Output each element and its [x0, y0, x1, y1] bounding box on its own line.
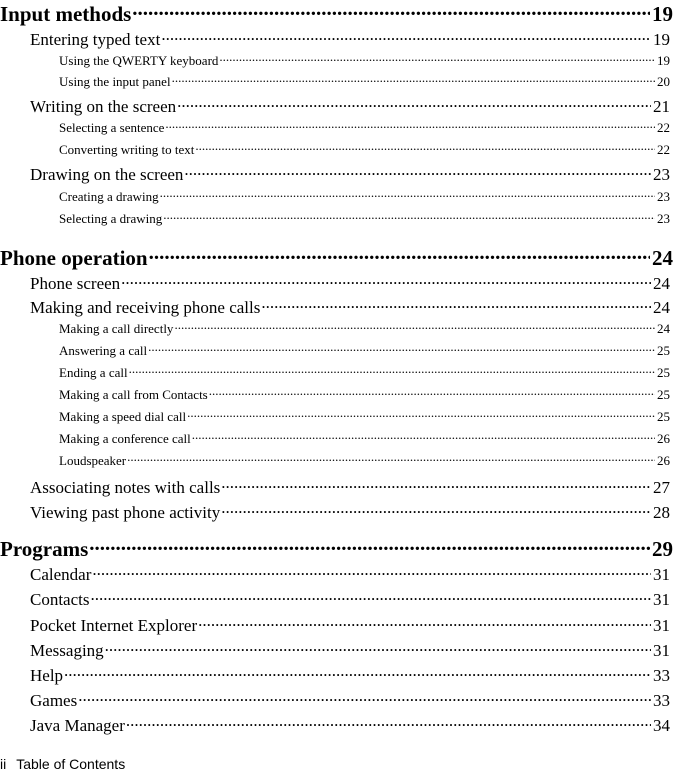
dot-leader: [221, 476, 651, 493]
toc-entry-page-number: 23: [657, 189, 670, 204]
toc-entry-page-number: 31: [653, 616, 670, 635]
toc-entry-level-2[interactable]: [0, 163, 673, 186]
toc-entry-title: Phone operation: [0, 246, 148, 270]
dot-leader: [219, 52, 655, 65]
toc-entry-level-2[interactable]: [0, 272, 673, 295]
toc-entry-page-number: 25: [657, 387, 670, 402]
dot-leader: [184, 163, 651, 180]
toc-entry-page-number: 23: [653, 165, 670, 184]
footer-page-number: ii: [0, 756, 7, 772]
toc-entry-page-number: 25: [657, 343, 670, 358]
dot-leader: [78, 689, 651, 706]
toc-entry-title: Input methods: [0, 2, 132, 26]
toc-entry-page-number: 28: [653, 503, 670, 522]
toc-entry-page-number: 25: [657, 365, 670, 380]
toc-entry-level-3[interactable]: [0, 342, 673, 363]
toc-entry-level-3[interactable]: [0, 452, 673, 473]
toc-entry-page-number: 19: [653, 30, 670, 49]
toc-entry-level-1[interactable]: [0, 535, 673, 563]
toc-entry-title: Selecting a sentence: [59, 120, 165, 135]
dot-leader: [149, 244, 650, 265]
toc-entry-title: Pocket Internet Explorer: [30, 616, 198, 635]
toc-entry-title: Ending a call: [59, 365, 128, 380]
toc-entry-title: Converting writing to text: [59, 142, 195, 157]
toc-entry-title: Making a call directly: [59, 321, 174, 336]
dot-leader: [187, 408, 655, 421]
toc-entry-page-number: 24: [653, 298, 670, 317]
dot-leader: [172, 73, 655, 86]
toc-entry-level-1[interactable]: [0, 244, 673, 272]
dot-leader: [261, 296, 651, 313]
toc-entry-level-2[interactable]: [0, 28, 673, 51]
toc-entry-page-number: 20: [657, 74, 670, 89]
toc-entry-level-2[interactable]: [0, 689, 673, 712]
toc-entry-level-2[interactable]: [0, 501, 673, 524]
dot-leader: [148, 342, 655, 355]
toc-entry-title: Entering typed text: [30, 30, 161, 49]
toc-entry-title: Using the QWERTY keyboard: [59, 53, 219, 68]
dot-leader: [198, 614, 651, 631]
toc-entry-page-number: 24: [653, 274, 670, 293]
toc-entry-page-number: 26: [657, 453, 670, 468]
toc-entry-level-3[interactable]: [0, 430, 673, 451]
toc-entry-level-3[interactable]: [0, 320, 673, 341]
toc-entry-level-3[interactable]: [0, 408, 673, 429]
toc-entry-level-3[interactable]: [0, 52, 673, 73]
toc-entry-title: Java Manager: [30, 716, 125, 735]
toc-entry-title: Making a speed dial call: [59, 409, 187, 424]
footer-section-title: Table of Contents: [16, 756, 126, 772]
toc-entry-page-number: 24: [652, 246, 673, 270]
dot-leader: [163, 210, 655, 223]
toc-entry-level-3[interactable]: [0, 188, 673, 209]
toc-entry-page-number: 34: [653, 716, 670, 735]
toc-entry-level-2[interactable]: [0, 588, 673, 611]
toc-entry-level-1[interactable]: [0, 0, 673, 28]
dot-leader: [160, 188, 655, 201]
toc-entry-title: Drawing on the screen: [30, 165, 184, 184]
toc-entry-title: Messaging: [30, 641, 104, 660]
toc-entry-title: Help: [30, 666, 64, 685]
toc-entry-page-number: 33: [653, 666, 670, 685]
toc-entry-page-number: 21: [653, 97, 670, 116]
toc-entry-level-2[interactable]: [0, 664, 673, 687]
dot-leader: [89, 535, 650, 556]
toc-entry-title: Contacts: [30, 590, 90, 609]
toc-entry-title: Loudspeaker: [59, 453, 127, 468]
toc-entry-level-3[interactable]: [0, 364, 673, 385]
toc-entry-title: Selecting a drawing: [59, 211, 163, 226]
toc-entry-title: Programs: [0, 537, 89, 561]
toc-entry-title: Calendar: [30, 565, 92, 584]
toc-entry-page-number: 31: [653, 641, 670, 660]
dot-leader: [64, 664, 651, 681]
toc-entry-title: Creating a drawing: [59, 189, 159, 204]
toc-entry-level-3[interactable]: [0, 386, 673, 407]
toc-entry-level-2[interactable]: [0, 614, 673, 637]
toc-entry-level-2[interactable]: [0, 476, 673, 499]
dot-leader: [91, 588, 652, 605]
toc-entry-level-3[interactable]: [0, 73, 673, 94]
dot-leader: [221, 501, 651, 518]
toc-entry-page-number: 22: [657, 142, 670, 157]
toc-entry-level-2[interactable]: [0, 714, 673, 737]
dot-leader: [161, 28, 651, 45]
toc-entry-level-2[interactable]: [0, 639, 673, 662]
dot-leader: [105, 639, 651, 656]
toc-entry-page-number: 25: [657, 409, 670, 424]
toc-entry-page-number: 19: [657, 53, 670, 68]
toc-entry-page-number: 24: [657, 321, 670, 336]
dot-leader: [195, 141, 655, 154]
toc-entry-title: Viewing past phone activity: [30, 503, 221, 522]
dot-leader: [127, 452, 655, 465]
toc-entry-title: Phone screen: [30, 274, 121, 293]
toc-entry-level-3[interactable]: [0, 210, 673, 231]
toc-entry-level-3[interactable]: [0, 119, 673, 140]
toc-entry-page-number: 33: [653, 691, 670, 710]
dot-leader: [121, 272, 651, 289]
toc-entry-level-2[interactable]: [0, 563, 673, 586]
dot-leader: [165, 119, 655, 132]
dot-leader: [126, 714, 651, 731]
toc-entry-title: Making and receiving phone calls: [30, 298, 261, 317]
page-footer: [0, 756, 125, 772]
dot-leader: [177, 95, 651, 112]
toc-entry-page-number: 27: [653, 478, 670, 497]
toc-entry-title: Games: [30, 691, 78, 710]
toc-entry-title: Using the input panel: [59, 74, 171, 89]
toc-entry-page-number: 31: [653, 565, 670, 584]
toc-entry-page-number: 26: [657, 431, 670, 446]
toc-entry-page-number: 19: [652, 2, 673, 26]
toc-entry-page-number: 23: [657, 211, 670, 226]
toc-entry-title: Making a call from Contacts: [59, 387, 208, 402]
toc-entry-level-2[interactable]: [0, 296, 673, 319]
toc-entry-title: Writing on the screen: [30, 97, 177, 116]
toc-entry-page-number: 31: [653, 590, 670, 609]
dot-leader: [174, 320, 655, 333]
toc-entry-page-number: 22: [657, 120, 670, 135]
toc-entry-title: Making a conference call: [59, 431, 191, 446]
dot-leader: [132, 0, 650, 21]
dot-leader: [129, 364, 655, 377]
toc-entry-title: Answering a call: [59, 343, 148, 358]
dot-leader: [209, 386, 655, 399]
toc-entry-page-number: 29: [652, 537, 673, 561]
toc-entry-level-3[interactable]: [0, 141, 673, 162]
dot-leader: [92, 563, 651, 580]
toc-entry-level-2[interactable]: [0, 95, 673, 118]
dot-leader: [192, 430, 655, 443]
toc-entry-title: Associating notes with calls: [30, 478, 221, 497]
